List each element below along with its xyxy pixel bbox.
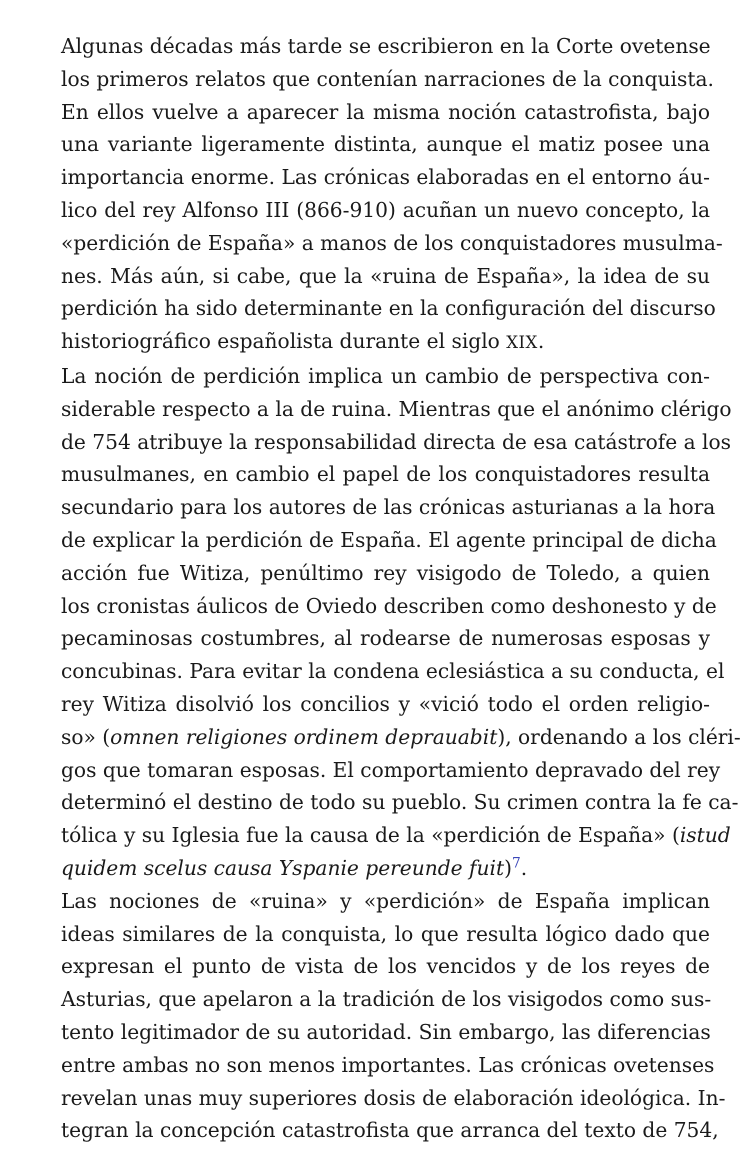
paragraph-3 bbox=[40, 885, 726, 1147]
text-line: Las nociones de «ruina» y «perdición» de España implican bbox=[61, 888, 710, 913]
text-line: «perdición de España» a manos de los conquistadores musulma- bbox=[61, 230, 723, 255]
text-run: . bbox=[520, 855, 528, 880]
text-line: Asturias, que apelaron a la tradición de los visigodos como sus- bbox=[61, 987, 712, 1012]
text-line: determinó el destino de todo su pueblo. Su crimen contra la fe ca- bbox=[61, 790, 739, 815]
latin-quote: omnen religiones ordinem deprauabit bbox=[110, 724, 498, 749]
text-line: secundario para los autores de las crónicas asturianas a la hora bbox=[61, 495, 716, 520]
text-run: tólica y su Iglesia fue la causa de la «perdición de España» ( bbox=[61, 823, 680, 848]
book-page bbox=[40, 30, 741, 1147]
text-line: de 754 atribuye la responsabilidad directa de esa catástrofe a los bbox=[61, 429, 732, 454]
text-line: La noción de perdición implica un cambio de perspectiva con- bbox=[61, 363, 710, 388]
text-line: nes. Más aún, si cabe, que la «ruina de España», la idea de su bbox=[61, 263, 710, 288]
latin-quote: istud bbox=[679, 823, 731, 848]
text-line bbox=[40, 819, 731, 852]
text-line: lico del rey Alfonso III (866-910) acuñan un nuevo concepto, la bbox=[61, 197, 710, 222]
latin-quote: quidem scelus causa Yspanie pereunde fuit bbox=[61, 855, 505, 880]
text-line: los cronistas áulicos de Oviedo describen como deshonesto y de bbox=[61, 593, 717, 618]
paragraph-2 bbox=[40, 360, 741, 885]
text-run: so» ( bbox=[61, 724, 111, 749]
text-line: ideas similares de la conquista, lo que resulta lógico dado que bbox=[61, 921, 710, 946]
text-line: tento legitimador de su autoridad. Sin embargo, las diferencias bbox=[61, 1019, 711, 1044]
text-line: importancia enorme. Las crónicas elaboradas en el entorno áu- bbox=[61, 165, 710, 190]
text-line bbox=[40, 852, 710, 885]
text-line: una variante ligeramente distinta, aunque el matiz posee una bbox=[61, 132, 710, 157]
paragraph-1 bbox=[40, 30, 723, 360]
text-line: pecaminosas costumbres, al rodearse de numerosas esposas y bbox=[61, 626, 710, 651]
text-line: siderable respecto a la de ruina. Mientras que el anónimo clérigo bbox=[61, 396, 732, 421]
text-run: . bbox=[537, 329, 545, 354]
text-line: concubinas. Para evitar la condena eclesiástica a su conducta, el bbox=[61, 659, 725, 684]
text-run: ), ordenando a los cléri- bbox=[497, 724, 741, 749]
text-line: musulmanes, en cambio el papel de los conquistadores resulta bbox=[61, 462, 710, 487]
footnote-reference[interactable]: 7 bbox=[511, 855, 521, 872]
text-line: acción fue Witiza, penúltimo rey visigodo de Toledo, a quien bbox=[61, 560, 710, 585]
text-line: rey Witiza disolvió los concilios y «vició todo el orden religio- bbox=[61, 691, 710, 716]
text-line: perdición ha sido determinante en la configuración del discurso bbox=[61, 296, 716, 321]
text-run: historiográfico españolista durante el siglo bbox=[61, 329, 507, 354]
text-line: tegran la concepción catastrofista que arranca del texto de 754, bbox=[61, 1118, 719, 1143]
text-line: expresan el punto de vista de los vencidos y de los reyes de bbox=[61, 954, 710, 979]
century-numeral: XIX bbox=[506, 333, 538, 353]
text-line: En ellos vuelve a aparecer la misma noción catastrofista, bajo bbox=[61, 99, 710, 124]
text-line: de explicar la perdición de España. El agente principal de dicha bbox=[61, 527, 717, 552]
text-line bbox=[40, 721, 741, 754]
text-line: gos que tomaran esposas. El comportamiento depravado del rey bbox=[61, 757, 721, 782]
text-line: los primeros relatos que contenían narraciones de la conquista. bbox=[61, 66, 714, 91]
text-line: entre ambas no son menos importantes. Las crónicas ovetenses bbox=[61, 1052, 715, 1077]
text-run: ) bbox=[504, 855, 512, 880]
text-line: Algunas décadas más tarde se escribieron en la Corte ovetense bbox=[61, 34, 711, 58]
text-line: revelan unas muy superiores dosis de elaboración ideológica. In- bbox=[61, 1085, 726, 1110]
text-line bbox=[40, 325, 710, 360]
